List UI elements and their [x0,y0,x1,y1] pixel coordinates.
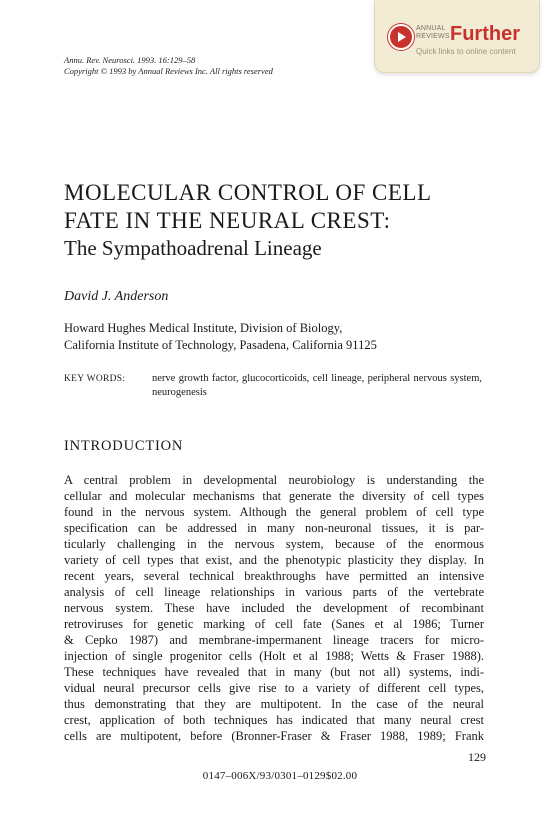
body-line: vidual neural precursor cells give rise to a variety of different cell types, [64,681,484,695]
body-line: retroviruses for genetic marking of cell fate (Sanes et al 1986; Turner [64,617,484,631]
body-line: & Cepko 1987) and membrane-impermanent lineage tracers for micro- [64,633,484,647]
footer-code: 0147–006X/93/0301–0129$02.00 [202,770,358,782]
body-line: analysis of cell lineage relationships in various parts of the vertebrate [64,585,484,599]
body-line: These techniques have revealed that in many (but not all) systems, indi- [64,665,484,679]
keywords-label: KEY WORDS: [64,374,126,384]
body-line: cells are multipotent, before (Bronner-Fraser & Fraser 1988, 1989; Frank [64,729,484,743]
body-line: recent years, several technical breakthroughs have permitted an intensive [64,569,484,583]
annual-reviews-label: ANNUAL REVIEWS [416,25,450,40]
author-name: David J. Anderson [64,289,169,304]
body-line: found in the nervous system. Although the general problem of cell type [64,505,484,519]
article-title: MOLECULAR CONTROL OF CELL FATE IN THE NEURAL CREST: [64,180,432,233]
body-line: specification can be addressed in many non-neuronal tissues, it is par- [64,521,484,535]
author-affiliation: Howard Hughes Medical Institute, Division of Biology, California Institute of Technology, Pasadena, California 91125 [64,321,377,352]
body-line: ticularly challenging in the nervous system, because of the enormous [64,537,484,551]
section-heading: INTRODUCTION [64,438,184,454]
further-title[interactable]: Further [450,23,520,45]
body-line: variety of cell types that exist, and the phenotypic plasticity they display. In [64,553,484,567]
journal-citation [64,55,273,77]
body-line: injection of single progenitor cells (Holt et al 1988; Wetts & Fraser 1988). [64,649,484,663]
body-line: crest, application of both techniques has indicated that many neural crest [64,713,484,727]
body-line: nervous system. These have included the development of recombinant [64,601,484,615]
article-subtitle: The Sympathoadrenal Lineage [64,236,322,260]
citation-line: Annu. Rev. Neurosci. 1993. 16:129–58 [64,55,196,65]
page-number: 129 [468,750,486,764]
body-line: cellular and molecular mechanisms that generate the diversity of cell types [64,489,484,503]
further-subtitle[interactable]: Quick links to online content [416,47,516,56]
body-line: thus demonstrating that they are multipotent. In the case of the neural [64,697,484,711]
keywords-text: nerve growth factor, glucocorticoids, cell lineage, peripheral nervous system, neurogenesis [152,373,482,398]
annual-reviews-logo-icon [388,24,414,50]
body-line: A central problem in developmental neurobiology is understanding the [64,473,484,487]
copyright-line: Copyright © 1993 by Annual Reviews Inc. All rights reserved [64,66,273,76]
